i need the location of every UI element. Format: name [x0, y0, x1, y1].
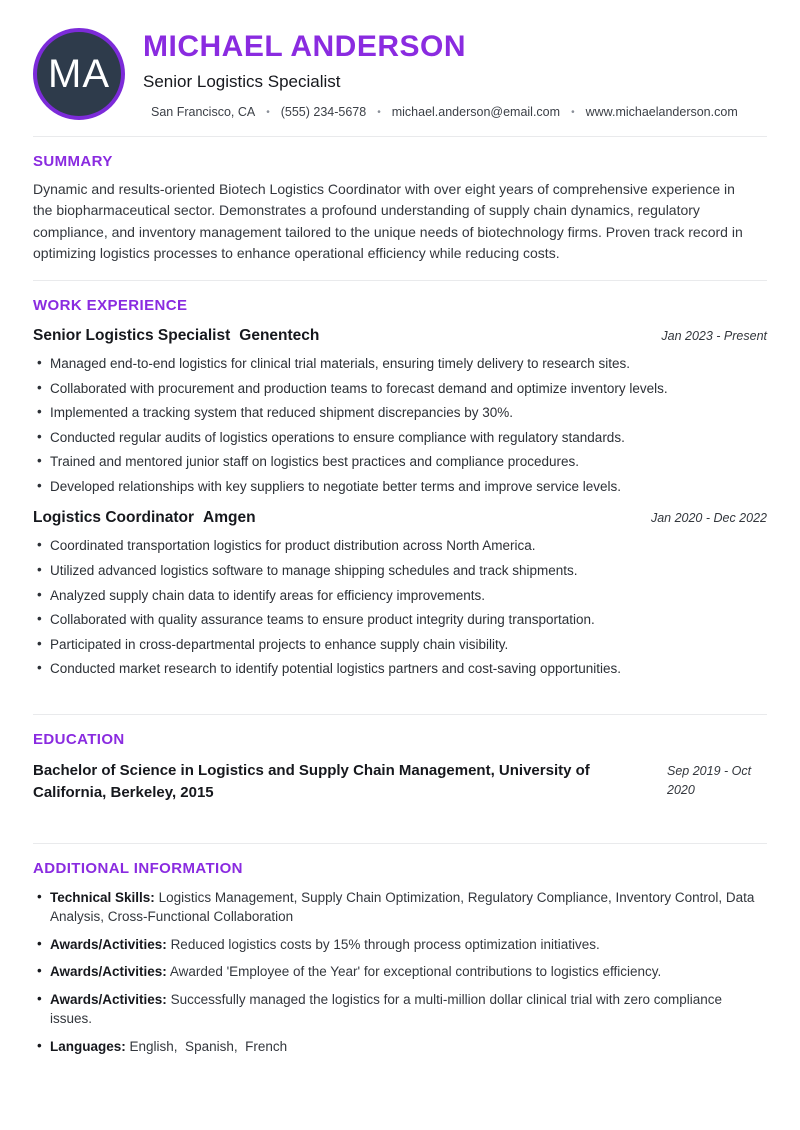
job-bullet: • Conducted regular audits of logistics operations to ensure compliance with regulatory standards.: [33, 428, 767, 448]
additional-item-label: Awards/Activities:: [50, 991, 167, 1007]
header: [33, 28, 767, 120]
contact-row: [143, 105, 738, 119]
section-additional-information: [33, 860, 767, 1056]
additional-item-text: Logistics Management, Supply Chain Optimization, Regulatory Compliance, Inventory Control, Data Analysis, Cross-Functional Collaboration: [50, 889, 758, 924]
job-bullet: • Coordinated transportation logistics for product distribution across North America.: [33, 536, 767, 556]
job-bullet: • Developed relationships with key suppliers to negotiate better terms and improve service levels.: [33, 477, 767, 497]
job-bullet: • Managed end-to-end logistics for clinical trial materials, ensuring timely delivery to research sites.: [33, 354, 767, 374]
additional-item: [33, 1037, 767, 1056]
job-bullet: • Collaborated with quality assurance teams to ensure product integrity during transportation.: [33, 610, 767, 630]
job-header: [33, 327, 767, 345]
job-position: Senior Logistics Specialist: [33, 327, 231, 345]
job-company: Genentech: [239, 327, 320, 345]
job-bullet-list: [33, 536, 767, 678]
divider: [33, 280, 767, 281]
section-education: [33, 731, 767, 827]
work-experience-heading: WORK EXPERIENCE: [33, 297, 188, 315]
additional-item: [33, 888, 767, 926]
summary-text: Dynamic and results-oriented Biotech Logistics Coordinator with over eight years of comprehensive experience in the biopharmaceutical sector. Demonstrates a profound understanding of supply chain dynamics, regulatory compliance, and inventory management tailored to the unique needs of biotechnology firms. Proven track record in optimizing logistics processes to enhance operational efficiency while reducing costs.: [33, 181, 743, 261]
contact-location: San Francisco, CA: [151, 105, 256, 120]
additional-information-heading: ADDITIONAL INFORMATION: [33, 859, 243, 877]
additional-item-text: Successfully managed the logistics for a multi-million dollar clinical trial with zero compliance issues.: [50, 991, 726, 1027]
contact-website: www.michaelanderson.com: [585, 105, 738, 120]
job-bullet: • Analyzed supply chain data to identify areas for efficiency improvements.: [33, 586, 767, 606]
bullet-separator-icon: •: [377, 106, 381, 118]
contact-email: michael.anderson@email.com: [391, 105, 561, 120]
additional-item-label: Languages:: [50, 1038, 126, 1054]
additional-item-text: English, Spanish, French: [129, 1038, 288, 1054]
avatar: [33, 28, 125, 120]
job-dates: Jan 2020 - Dec 2022: [650, 511, 767, 526]
candidate-name: MICHAEL ANDERSON: [143, 29, 467, 63]
job-entry: [33, 509, 767, 678]
job-bullet-list: [33, 354, 767, 496]
additional-item: [33, 990, 767, 1028]
education-heading: EDUCATION: [33, 730, 125, 748]
bullet-separator-icon: •: [266, 106, 270, 118]
job-bullet: • Implemented a tracking system that reduced shipment discrepancies by 30%.: [33, 403, 767, 423]
bullet-separator-icon: •: [571, 106, 575, 118]
contact-phone: (555) 234-5678: [280, 105, 367, 120]
job-entry: [33, 327, 767, 496]
job-bullet: • Conducted market research to identify potential logistics partners and cost-saving opportunities.: [33, 659, 767, 679]
job-title-group: [33, 327, 319, 345]
additional-item-text: Reduced logistics costs by 15% through process optimization initiatives.: [170, 936, 600, 952]
additional-item-text: Awarded 'Employee of the Year' for exceptional contributions to logistics efficiency.: [169, 964, 662, 980]
additional-item-label: Awards/Activities:: [50, 936, 167, 952]
section-summary: [33, 153, 767, 264]
additional-item-label: Awards/Activities:: [50, 964, 167, 980]
divider: [33, 714, 767, 715]
job-bullet: • Utilized advanced logistics software to manage shipping schedules and track shipments.: [33, 561, 767, 581]
additional-item-label: Technical Skills:: [50, 889, 155, 905]
additional-info-list: [33, 888, 767, 1056]
job-title-group: [33, 509, 256, 527]
additional-item: [33, 962, 767, 981]
section-work-experience: [33, 297, 767, 698]
summary-heading: SUMMARY: [33, 153, 113, 170]
job-bullet: • Collaborated with procurement and production teams to forecast demand and optimize inventory levels.: [33, 379, 767, 399]
job-bullet: • Participated in cross-departmental projects to enhance supply chain visibility.: [33, 635, 767, 655]
education-degree: Bachelor of Science in Logistics and Supply Chain Management, University of California, Berkeley, 2015: [33, 761, 590, 802]
job-dates: Jan 2023 - Present: [661, 329, 767, 344]
education-dates: Sep 2019 - Oct 2020: [667, 763, 752, 797]
job-bullet: • Trained and mentored junior staff on logistics best practices and compliance procedures.: [33, 452, 767, 472]
job-position: Logistics Coordinator: [33, 509, 195, 527]
job-header: [33, 509, 767, 527]
candidate-title: Senior Logistics Specialist: [143, 72, 341, 92]
divider: [33, 843, 767, 844]
job-company: Amgen: [203, 509, 256, 527]
education-entry: [33, 760, 767, 805]
divider: [33, 136, 767, 137]
additional-item: [33, 935, 767, 954]
header-info: [143, 29, 738, 120]
avatar-initials: MA: [48, 51, 110, 96]
